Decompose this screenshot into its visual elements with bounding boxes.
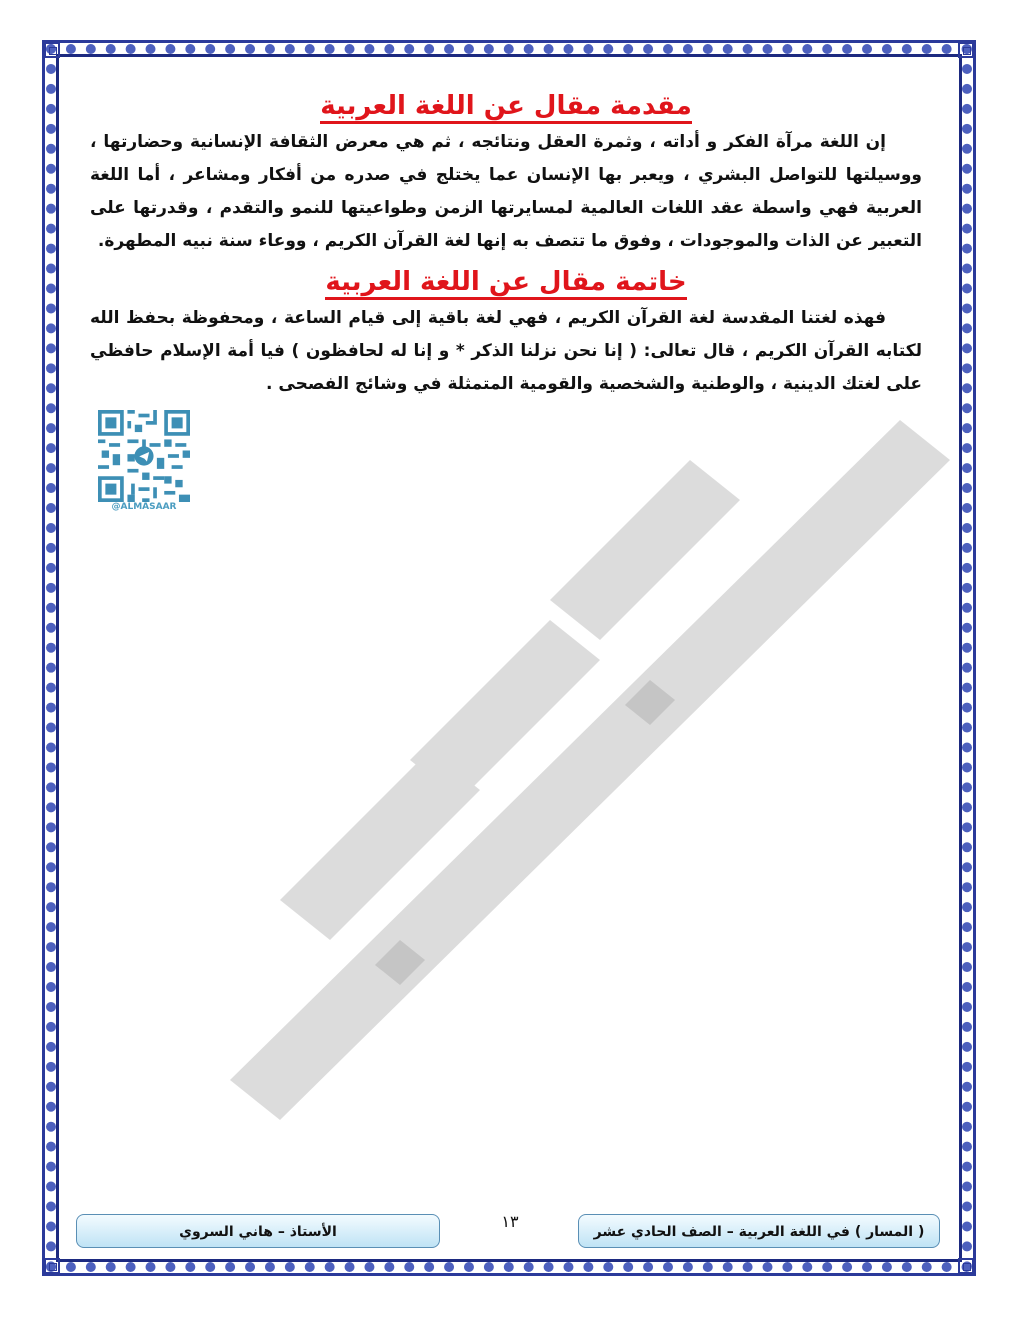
qr-code[interactable] — [98, 410, 190, 502]
footer-series-label: ( المسار ) في اللغة العربية – الصف الحادي عشر — [578, 1214, 940, 1248]
conclusion-heading: خاتمة مقال عن اللغة العربية — [90, 262, 922, 302]
frame-corner-ornament — [44, 42, 60, 58]
frame-corner-ornament — [44, 1258, 60, 1274]
intro-heading: مقدمة مقال عن اللغة العربية — [90, 86, 922, 126]
page-number: ١٣ — [501, 1212, 519, 1231]
article-content — [90, 86, 922, 401]
frame-corner-ornament — [958, 42, 974, 58]
intro-paragraph: إن اللغة مرآة الفكر و أداته ، وثمرة العقل ونتائجه ، ثم هي معرض الثقافة الإنسانية وحضارتها ، ووسيلتها للتواصل البشري ، ويعبر بها الإنسان عما يختلج في صدره من أفكار ومشاعر ، أما اللغة العربية فهي واسطة عقد اللغات العالمية لمسايرتها الزمن وطواعيتها للنمو والتقدم ، وقدرتها على التعبير عن الذات والموجودات ، وفوق ما تتصف به إنها لغة القرآن الكريم ، ووعاء سنة نبيه المطهرة. — [90, 132, 922, 251]
frame-corner-ornament — [958, 1258, 974, 1274]
qr-caption: @ALMASAAR — [111, 502, 177, 512]
conclusion-paragraph: فهذه لغتنا المقدسة لغة القرآن الكريم ، فهي لغة باقية إلى قيام الساعة ، ومحفوظة بحفظ الله لكتابه القرآن الكريم ، قال تعالى: ( إنا نحن نزلنا الذكر * و إنا له لحافظون ) فيا أمة الإسلام حافظي على لغتك الدينية ، والوطنية والشخصية والقومية المتمثلة في وشائج الفصحى . — [90, 308, 922, 394]
footer-author-label: الأستاذ – هاني السروي — [76, 1214, 440, 1248]
